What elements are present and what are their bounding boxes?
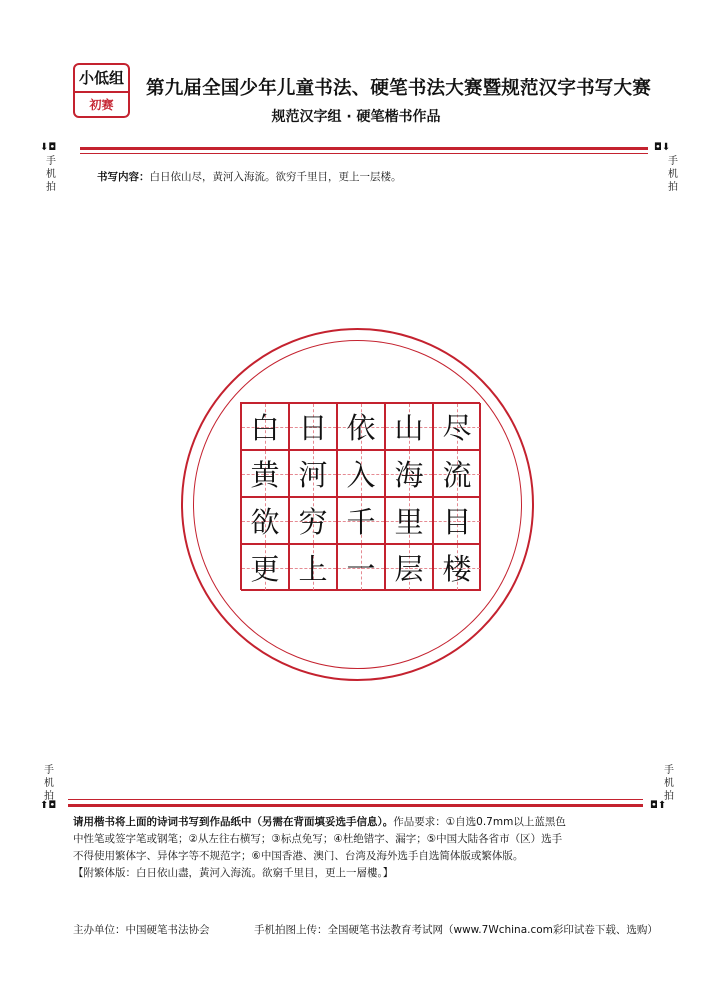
bottom-right-phone-shoot-label: 手机拍: [664, 765, 674, 802]
grid-cell: 依: [337, 403, 385, 450]
upload-text: 手机拍图上传：全国硬笔书法教育考试网（www.7Wchina.com彩印试卷下载、选购）: [254, 924, 658, 936]
bottom-red-rule-thin: [68, 799, 643, 800]
bottom-red-rule: [68, 804, 643, 807]
requirements-text: [73, 814, 648, 882]
grid-cell: 上: [289, 544, 337, 591]
bottom-left-phone-shoot-label: 手机拍: [44, 765, 54, 802]
top-red-rule: [80, 147, 648, 150]
grid-cell: 欲: [241, 497, 289, 544]
group-badge: [73, 63, 130, 118]
top-left-camera-marker-icon: ⬇◘: [40, 142, 57, 153]
grid-cell: 山: [385, 403, 433, 450]
calligraphy-grid: [240, 402, 480, 590]
round-label: 初赛: [89, 98, 114, 112]
grid-cell: 一: [337, 544, 385, 591]
writing-content: [97, 169, 402, 184]
grid-cell: 入: [337, 450, 385, 497]
grid-cell: 穷: [289, 497, 337, 544]
top-right-phone-shoot-label: 手机拍: [668, 156, 678, 193]
grid-cell: 楼: [433, 544, 481, 591]
grid-cell: 尽: [433, 403, 481, 450]
requirements-line4: 【附繁体版：白日依山盡，黃河入海流。欲窮千里目，更上一層樓。】: [73, 867, 394, 879]
page-title: 第九届全国少年儿童书法、硬笔书法大赛暨规范汉字书写大赛: [146, 78, 651, 99]
grid-cell: 日: [289, 403, 337, 450]
requirements-line2: 中性笔或签字笔或钢笔；②从左往右横写；③标点免写；④杜绝错字、漏字；⑤中国大陆各省市（区）选手: [73, 833, 563, 845]
top-red-rule-thin: [80, 153, 648, 154]
grid-cell: 河: [289, 450, 337, 497]
organizer-text: 主办单位：中国硬笔书法协会: [73, 924, 210, 936]
top-right-camera-marker-icon: ◘⬇: [654, 142, 671, 153]
grid-cell: 里: [385, 497, 433, 544]
grid-cell: 千: [337, 497, 385, 544]
grid-cell: 目: [433, 497, 481, 544]
writing-content-label: 书写内容：: [97, 171, 150, 183]
page-subtitle: 规范汉字组 · 硬笔楷书作品: [271, 109, 441, 125]
requirements-line1: 作品要求：①自选0.7mm以上蓝黑色: [393, 816, 566, 828]
bottom-left-camera-marker-icon: ⬆◘: [40, 800, 57, 811]
grid-cell: 黄: [241, 450, 289, 497]
bottom-right-camera-marker-icon: ◘⬆: [650, 800, 667, 811]
group-label: 小低组: [75, 65, 128, 93]
grid-cell: 更: [241, 544, 289, 591]
writing-content-text: 白日依山尽，黄河入海流。欲穷千里目，更上一层楼。: [149, 171, 402, 183]
grid-cell: 白: [241, 403, 289, 450]
grid-cell: 层: [385, 544, 433, 591]
grid-cell: 流: [433, 450, 481, 497]
top-left-phone-shoot-label: 手机拍: [46, 156, 56, 193]
requirements-lead: 请用楷书将上面的诗词书写到作品纸中（另需在背面填妥选手信息）。: [73, 816, 394, 828]
requirements-line3: 不得使用繁体字、异体字等不规范字；⑥中国香港、澳门、台湾及海外选手自选简体版或繁体版。: [73, 850, 524, 862]
grid-cell: 海: [385, 450, 433, 497]
